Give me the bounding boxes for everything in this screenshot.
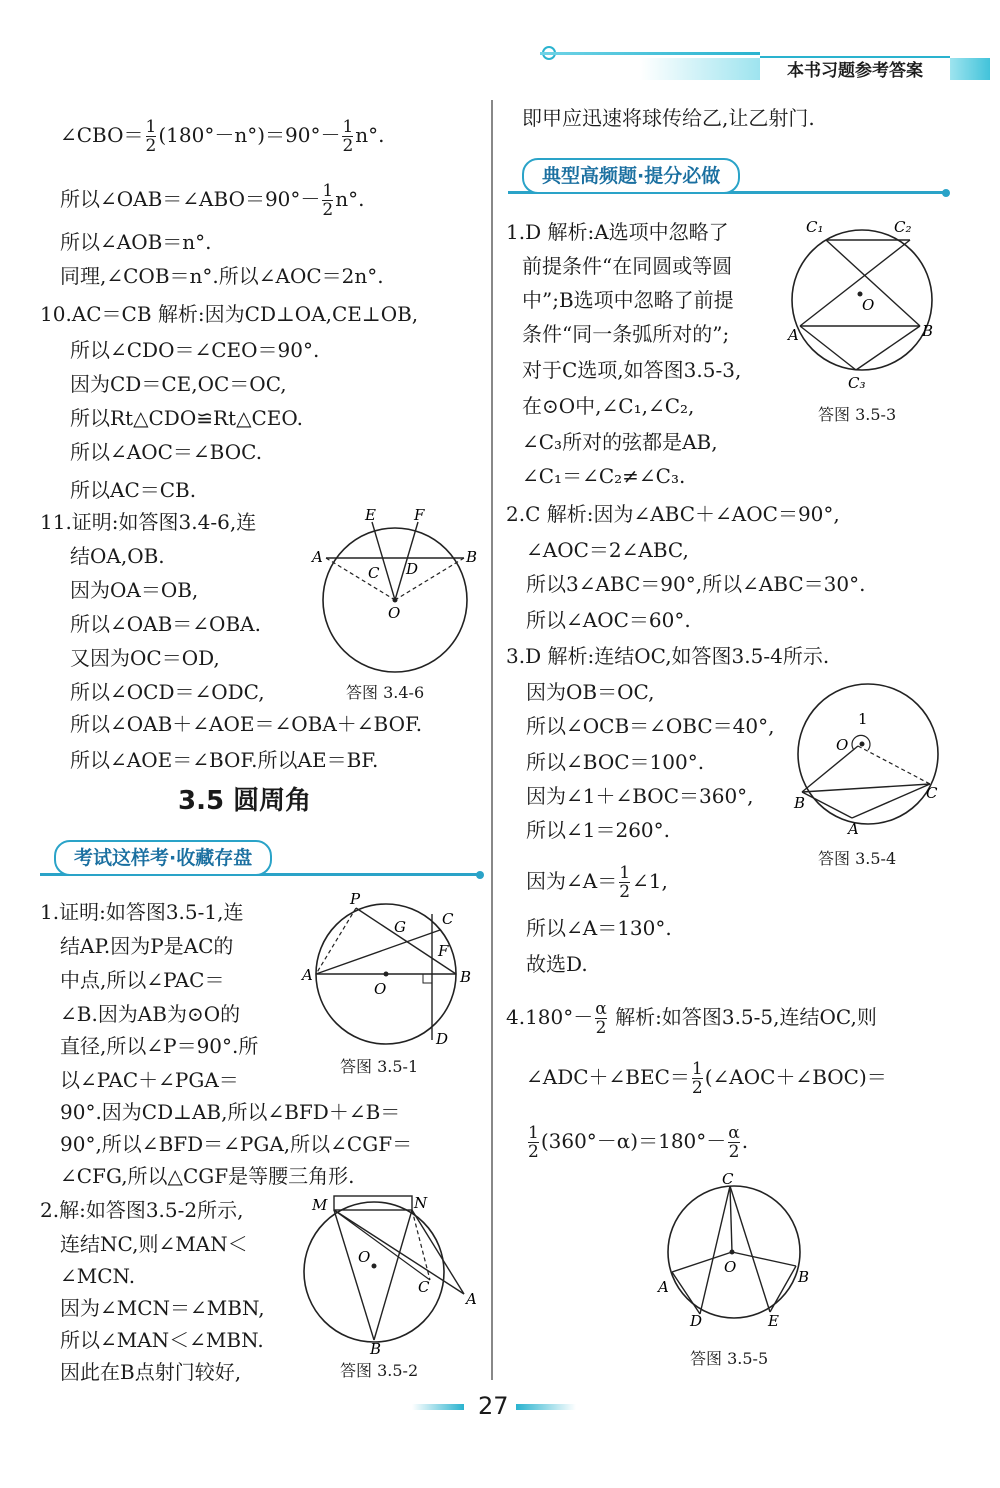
label: B bbox=[922, 322, 934, 340]
text-line: 因为∠1＋∠BOC＝360°, bbox=[526, 784, 754, 808]
text-line: 4.180°－ $\frac{\alpha}{2}$ 解析:如答图3.5-5,连结OC,则 bbox=[506, 999, 877, 1038]
label: A bbox=[312, 548, 323, 566]
label: O bbox=[358, 1248, 371, 1266]
text-line: 因为∠MCN＝∠MBN, bbox=[60, 1296, 265, 1320]
label: F bbox=[414, 506, 425, 524]
text-line: 所以∠AOC＝∠BOC. bbox=[70, 440, 263, 464]
label: O bbox=[724, 1258, 737, 1276]
text-line: ∠ADC＋∠BEC＝ $\frac{1}{2}$ (∠AOC＋∠BOC)＝ bbox=[526, 1059, 887, 1098]
label: M bbox=[312, 1196, 328, 1214]
label: O bbox=[836, 736, 849, 754]
text-line: ∠B.因为AB为⊙O的 bbox=[60, 1002, 241, 1026]
label: C₂ bbox=[894, 218, 912, 236]
label: O bbox=[374, 980, 387, 998]
label: C₃ bbox=[848, 374, 866, 392]
text-line: 2.解:如答图3.5-2所示, bbox=[40, 1198, 244, 1222]
label: B bbox=[466, 548, 478, 566]
text-line: 所以3∠ABC＝90°,所以∠ABC＝30°. bbox=[526, 572, 866, 596]
text-line: 因此在B点射门较好, bbox=[60, 1360, 242, 1384]
text-line: 所以∠OCD＝∠ODC, bbox=[70, 680, 265, 704]
label: G bbox=[394, 918, 406, 936]
fraction: $\frac{1}{2}$ bbox=[619, 863, 631, 902]
banner-right-label: 典型高频题·提分必做 bbox=[522, 158, 740, 194]
label: A bbox=[848, 820, 859, 838]
figure-caption: 答图 3.5-4 bbox=[818, 849, 897, 868]
text-line: 90°,所以∠BFD＝∠PGA,所以∠CGF＝ bbox=[60, 1132, 413, 1156]
text-line: 条件“同一条弧所对的”; bbox=[522, 322, 730, 346]
text-line: 所以AC＝CB. bbox=[70, 478, 197, 502]
label: A bbox=[466, 1290, 477, 1308]
text-line: 所以∠BOC＝100°. bbox=[526, 750, 705, 774]
label: B bbox=[370, 1340, 382, 1358]
figure-3-5-4 bbox=[792, 684, 952, 840]
text-line: 1.D 解析:A选项中忽略了 bbox=[506, 220, 729, 244]
figure-caption: 答图 3.5-3 bbox=[818, 405, 897, 424]
text-line: 中点,所以∠PAC＝ bbox=[60, 968, 225, 992]
text-line: 即甲应迅速将球传给乙,让乙射门. bbox=[522, 106, 815, 130]
fraction: $\frac{1}{2}$ bbox=[322, 181, 334, 220]
text-line: 故选D. bbox=[526, 952, 588, 976]
fraction: $\frac{1}{2}$ bbox=[342, 117, 354, 156]
label: C bbox=[418, 1278, 430, 1296]
text-line: 10.AC＝CB 解析:因为CD⊥OA,CE⊥OB, bbox=[40, 302, 419, 326]
label: D bbox=[690, 1312, 703, 1330]
text-line: 所以∠AOB＝n°. bbox=[60, 230, 212, 254]
label: C₁ bbox=[806, 218, 824, 236]
figure-3-5-3 bbox=[790, 214, 940, 390]
page-number-decoration-left bbox=[412, 1404, 464, 1410]
fraction: $\frac{1}{2}$ bbox=[145, 117, 157, 156]
label: C bbox=[926, 784, 938, 802]
label: O bbox=[862, 296, 875, 314]
figure-3-5-5 bbox=[650, 1168, 820, 1328]
figure-caption: 答图 3.5-5 bbox=[690, 1349, 769, 1368]
text-line: 所以∠OCB＝∠OBC＝40°, bbox=[526, 714, 775, 738]
label: B bbox=[794, 794, 806, 812]
text-line: 1.证明:如答图3.5-1,连 bbox=[40, 900, 244, 924]
label: O bbox=[388, 604, 401, 622]
text-line: $\frac{1}{2}$ (360°－α)＝180°－ $\frac{\alpha}{2}$ . bbox=[528, 1123, 749, 1162]
text-line: ∠C₁＝∠C₂≠∠C₃. bbox=[522, 464, 686, 488]
text-line: ∠C₃所对的弦都是AB, bbox=[522, 430, 718, 454]
text-line: 直径,所以∠P＝90°.所 bbox=[60, 1034, 259, 1058]
label: A bbox=[788, 326, 799, 344]
text-line: 所以∠OAB＝∠ABO＝90°－ $\frac{1}{2}$ n°. bbox=[60, 181, 365, 220]
label: 1 bbox=[858, 710, 868, 728]
text-line: 因为OA＝OB, bbox=[70, 578, 199, 602]
text-line: 同理,∠COB＝n°.所以∠AOC＝2n°. bbox=[60, 264, 384, 288]
text-line: 对于C选项,如答图3.5-3, bbox=[522, 358, 742, 382]
fraction: $\frac{1}{2}$ bbox=[528, 1123, 539, 1162]
text-line: 11.证明:如答图3.4-6,连 bbox=[40, 510, 257, 534]
text-line: 90°.因为CD⊥AB,所以∠BFD＋∠B＝ bbox=[60, 1100, 401, 1124]
fraction: $\frac{1}{2}$ bbox=[691, 1059, 703, 1098]
figure-3-4-6 bbox=[310, 500, 480, 700]
label: F bbox=[438, 942, 449, 960]
text-line: 结AP.因为P是AC的 bbox=[60, 934, 234, 958]
label: C bbox=[442, 910, 454, 928]
banner-left bbox=[40, 840, 480, 876]
text-line: 所以∠A＝130°. bbox=[526, 916, 672, 940]
label: E bbox=[768, 1312, 779, 1330]
text-line: 3.D 解析:连结OC,如答图3.5-4所示. bbox=[506, 644, 830, 668]
text-line: 所以∠OAB＝∠OBA. bbox=[70, 612, 261, 636]
label: A bbox=[658, 1278, 669, 1296]
banner-left-label: 考试这样考·收藏存盘 bbox=[54, 840, 272, 876]
text-line: 中”;B选项中忽略了前提 bbox=[522, 288, 734, 312]
figure-caption: 答图 3.5-1 bbox=[340, 1057, 419, 1076]
label: D bbox=[406, 560, 419, 578]
header-rule bbox=[540, 52, 760, 55]
figure-caption: 答图 3.5-2 bbox=[340, 1361, 419, 1380]
text-line: ∠AOC＝2∠ABC, bbox=[526, 538, 689, 562]
text-line: 所以∠OAB＋∠AOE＝∠OBA＋∠BOF. bbox=[70, 712, 423, 736]
text-line: 结OA,OB. bbox=[70, 544, 165, 568]
banner-right bbox=[508, 158, 946, 194]
column-divider bbox=[491, 100, 493, 1380]
section-title: 3.5 圆周角 bbox=[178, 786, 312, 816]
figure-3-5-2 bbox=[300, 1190, 480, 1358]
header-tail bbox=[950, 58, 990, 80]
text-line: 以∠PAC＋∠PGA＝ bbox=[60, 1068, 239, 1092]
fraction: $\frac{\alpha}{2}$ bbox=[728, 1123, 740, 1162]
text-line: ∠CBO＝ $\frac{1}{2}$ (180°－n°)＝90°－ $\frac{1}{2}$ n°. bbox=[60, 117, 385, 156]
fraction: $\frac{\alpha}{2}$ bbox=[595, 999, 607, 1038]
text-line: 所以∠MAN＜∠MBN. bbox=[60, 1328, 264, 1352]
text-line: 因为OB＝OC, bbox=[526, 680, 655, 704]
label: B bbox=[798, 1268, 810, 1286]
label: A bbox=[302, 966, 313, 984]
figure-3-5-1 bbox=[300, 890, 480, 1050]
label: N bbox=[414, 1194, 428, 1212]
text-line: 所以∠CDO＝∠CEO＝90°. bbox=[70, 338, 320, 362]
label: E bbox=[365, 506, 376, 524]
text-line: 2.C 解析:因为∠ABC＋∠AOC＝90°, bbox=[506, 502, 840, 526]
label: C bbox=[722, 1170, 734, 1188]
text-line: 因为∠A＝ $\frac{1}{2}$ ∠1, bbox=[526, 863, 668, 902]
figure-caption: 答图 3.4-6 bbox=[346, 683, 425, 702]
label: C bbox=[368, 564, 380, 582]
text-line: 所以Rt△CDO≌Rt△CEO. bbox=[70, 406, 303, 430]
text-line: 所以∠1＝260°. bbox=[526, 818, 671, 842]
text-line: ∠CFG,所以△CGF是等腰三角形. bbox=[60, 1164, 355, 1188]
text-line: 在⊙O中,∠C₁,∠C₂, bbox=[522, 394, 695, 418]
text-line: 前提条件“在同圆或等圆 bbox=[522, 254, 733, 278]
label: P bbox=[350, 890, 361, 908]
header-title: 本书习题参考答案 bbox=[760, 56, 950, 84]
text-line: ∠MCN. bbox=[60, 1264, 136, 1288]
label: D bbox=[436, 1030, 449, 1048]
page-number: 27 bbox=[478, 1392, 509, 1420]
page-number-decoration-right bbox=[516, 1404, 576, 1410]
text-line: 又因为OC＝OD, bbox=[70, 646, 220, 670]
header-gradient bbox=[640, 58, 760, 80]
text-line: 所以∠AOC＝60°. bbox=[526, 608, 691, 632]
text-line: 因为CD＝CE,OC＝OC, bbox=[70, 372, 287, 396]
text-line: 所以∠AOE＝∠BOF.所以AE＝BF. bbox=[70, 748, 379, 772]
text-line: 连结NC,则∠MAN＜ bbox=[60, 1232, 248, 1256]
label: B bbox=[460, 968, 472, 986]
